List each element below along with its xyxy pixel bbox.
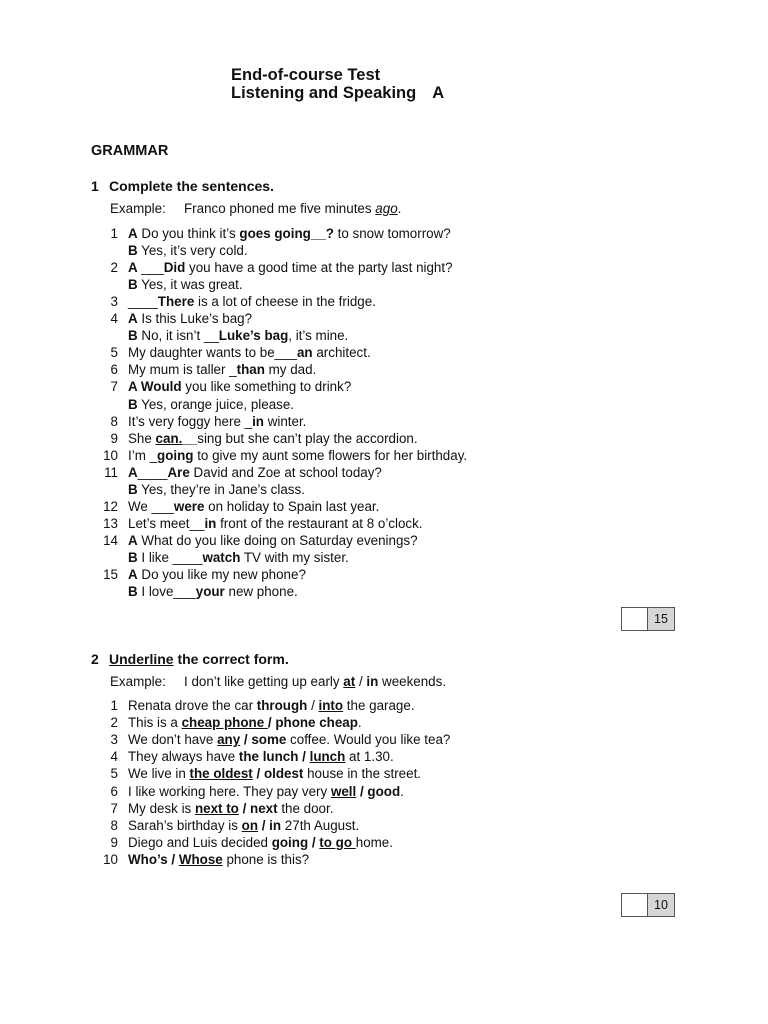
question-1-item-row <box>0 276 768 293</box>
example-end: . <box>397 201 402 216</box>
question-1-item-number: 2 <box>110 260 118 276</box>
question-1-item-number: 8 <box>110 413 118 429</box>
question-1-item-row <box>0 447 768 464</box>
question-2-item-number: 1 <box>110 698 118 713</box>
example-text: Franco phoned me five minutes <box>184 201 376 216</box>
question-1-item-text: B I love___your new phone. <box>128 584 298 600</box>
question-1-item-row <box>0 344 768 361</box>
question-1-item-row <box>0 378 768 395</box>
score-entry-field[interactable] <box>622 894 648 916</box>
question-2-item-row <box>0 714 768 731</box>
example-label: Example: <box>110 674 166 689</box>
question-1-item-row <box>0 327 768 344</box>
question-1-item-text: My mum is taller _than my dad. <box>128 362 317 378</box>
question-1-item-text: B Yes, they’re in Jane’s class. <box>128 481 305 497</box>
title-level: A <box>432 84 445 102</box>
question-1-item-number: 3 <box>110 294 118 310</box>
question-2-max-score: 10 <box>648 894 674 916</box>
title-line-1: End-of-course Test <box>231 66 381 84</box>
question-1-item-number: 6 <box>110 362 118 378</box>
question-1-max-score: 15 <box>648 608 674 630</box>
question-1-item-text: A Do you think it’s goes going__? to snow tomorrow? <box>128 226 451 241</box>
question-2-item-text: They always have the lunch / lunch at 1.30. <box>128 749 394 765</box>
question-1-item-row <box>0 566 768 583</box>
question-2-item-row <box>0 851 768 868</box>
question-1-item-text: I’m _going to give my aunt some flowers for her birthday. <box>128 447 468 463</box>
question-2-item-row <box>0 731 768 748</box>
question-2-item-text: Diego and Luis decided going / to go home. <box>128 834 393 850</box>
question-2-item-number: 2 <box>110 715 118 731</box>
question-2-item-number: 10 <box>103 851 118 867</box>
question-2-item-text: I like working here. They pay very well / good. <box>128 783 404 799</box>
question-1-item-number: 13 <box>103 515 118 531</box>
question-2-number: 2 <box>91 651 99 667</box>
section-heading-grammar: GRAMMAR <box>91 143 169 159</box>
title-line-2 <box>231 84 444 102</box>
question-2-item-text: Who’s / Whose phone is this? <box>128 851 310 867</box>
question-1-item-text: B Yes, it’s very cold. <box>128 243 248 259</box>
question-1-item-number: 14 <box>103 532 118 548</box>
question-1-item-row <box>0 242 768 259</box>
question-1-item-number: 5 <box>110 345 118 361</box>
question-1-score-box <box>621 607 675 631</box>
question-1-instruction: Complete the sentences. <box>109 178 274 194</box>
question-1-item-text: B I like ____watch TV with my sister. <box>128 549 349 565</box>
question-2-item-row <box>0 748 768 765</box>
question-1-item-text: Let’s meet__in front of the restaurant at 8 o’clock. <box>128 515 423 531</box>
question-2-item-text: This is a cheap phone / phone cheap. <box>128 715 362 731</box>
question-2-item-number: 4 <box>110 749 118 765</box>
question-1-item-number: 1 <box>110 226 118 241</box>
example-text: I don’t like getting up early <box>184 674 344 689</box>
question-1-item-row <box>0 361 768 378</box>
question-1-title <box>91 178 274 194</box>
question-1-item-row <box>0 532 768 549</box>
example-answer: ago <box>375 201 398 216</box>
question-2-item-text: My desk is next to / next the door. <box>128 800 334 816</box>
question-2-item-text: We don’t have any / some coffee. Would you like tea? <box>128 732 451 748</box>
question-1-item-text: A Is this Luke’s bag? <box>128 311 253 327</box>
question-1-item-text: A Do you like my new phone? <box>128 567 306 582</box>
title-subject: Listening and Speaking <box>231 84 417 102</box>
question-1-item-row <box>0 430 768 447</box>
question-2-item-number: 7 <box>110 800 118 816</box>
example-label: Example: <box>110 201 166 216</box>
question-1-item-row <box>0 515 768 532</box>
question-2-score-box <box>621 893 675 917</box>
question-1-item-number: 9 <box>110 430 118 446</box>
question-1-item-number: 15 <box>103 567 118 582</box>
question-2-example <box>110 674 446 689</box>
question-1-item-row <box>0 293 768 310</box>
question-2-item-number: 5 <box>110 766 118 782</box>
question-1-item-text: B Yes, orange juice, please. <box>128 396 295 412</box>
question-1-item-text: A ___Did you have a good time at the party last night? <box>128 260 453 276</box>
question-2-item-number: 3 <box>110 732 118 748</box>
question-1-item-text: B No, it isn’t __Luke’s bag, it’s mine. <box>128 328 349 344</box>
page-title <box>231 66 444 102</box>
question-1-item-text: B Yes, it was great. <box>128 277 243 293</box>
question-2-item-text: Renata drove the car through / into the garage. <box>128 698 415 713</box>
question-2-title <box>91 651 289 667</box>
score-entry-field[interactable] <box>622 608 648 630</box>
question-2-instruction: the correct form. <box>173 651 289 667</box>
question-2-item-number: 9 <box>110 834 118 850</box>
question-1-item-row <box>0 413 768 430</box>
question-1-item-row <box>0 464 768 481</box>
question-1-item-text: She can.__sing but she can’t play the accordion. <box>128 430 418 446</box>
example-separator: / <box>355 674 367 689</box>
question-1-item-row <box>0 549 768 566</box>
question-1-number: 1 <box>91 178 99 194</box>
question-1-item-text: It’s very foggy here _in winter. <box>128 413 307 429</box>
question-2-item-number: 6 <box>110 783 118 799</box>
question-1-item-number: 4 <box>110 311 118 327</box>
question-2-item-row <box>0 834 768 851</box>
question-1-item-row <box>0 310 768 327</box>
question-2-instruction-underlined: Underline <box>109 651 174 667</box>
question-1-item-row <box>0 225 768 242</box>
question-1-item-row <box>0 583 768 600</box>
example-end: weekends. <box>378 674 447 689</box>
question-1-item-row <box>0 498 768 515</box>
question-2-item-row <box>0 783 768 800</box>
question-1-item-text: We ___were on holiday to Spain last year. <box>128 498 380 514</box>
question-1-item-row <box>0 481 768 498</box>
question-1-item-text: A____Are David and Zoe at school today? <box>128 464 382 480</box>
question-1-item-number: 10 <box>103 447 118 463</box>
question-1-item-text: My daughter wants to be___an architect. <box>128 345 371 361</box>
question-2-item-row <box>0 800 768 817</box>
question-1-item-number: 11 <box>104 464 118 480</box>
question-2-item-text: We live in the oldest / oldest house in the street. <box>128 766 422 782</box>
question-1-item-text: A What do you like doing on Saturday evenings? <box>128 532 418 548</box>
question-2-item-number: 8 <box>110 817 118 833</box>
example-option-2: in <box>366 674 379 689</box>
question-2-item-row <box>0 817 768 834</box>
question-1-item-row <box>0 259 768 276</box>
question-1-item-number: 12 <box>103 498 118 514</box>
question-2-item-row <box>0 697 768 714</box>
question-1-example <box>110 201 401 216</box>
question-2-item-text: Sarah’s birthday is on / in 27th August. <box>128 817 360 833</box>
example-option-1: at <box>343 674 356 689</box>
question-2-item-row <box>0 765 768 782</box>
question-1-item-text: A Would you like something to drink? <box>128 379 352 395</box>
question-1-item-text: ____There is a lot of cheese in the fridge. <box>128 294 376 310</box>
question-1-item-number: 7 <box>110 379 118 395</box>
question-1-item-row <box>0 396 768 413</box>
